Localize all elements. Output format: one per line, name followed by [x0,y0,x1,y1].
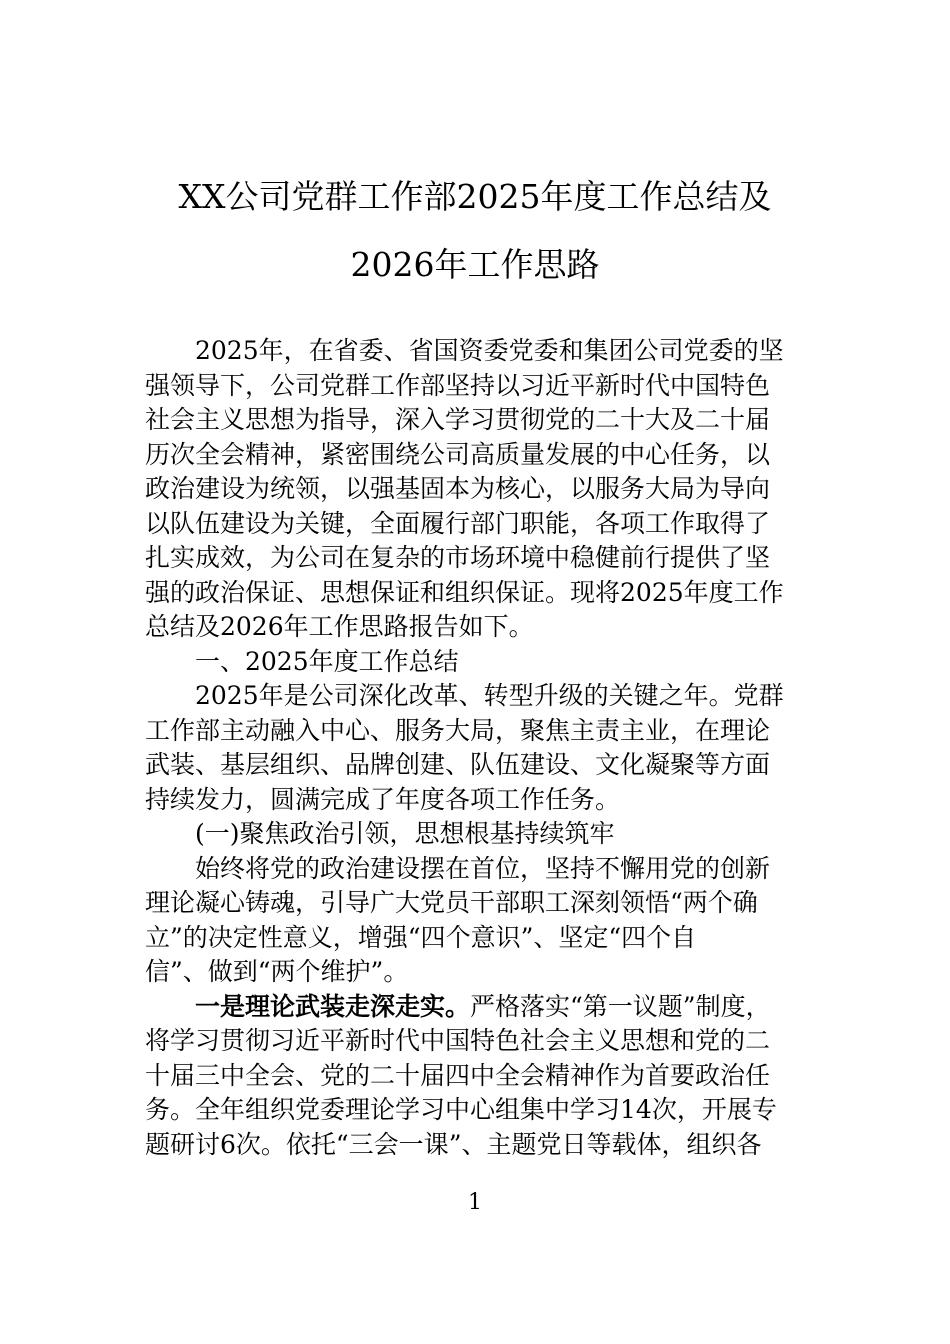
subsection-heading-1: (一)聚焦政治引领，思想根基持续筑牢 [195,819,615,848]
paragraph-theory-line-4: 务。全年组织党委理论学习中心组集中学习14次，开展专 [145,1095,777,1124]
paragraph-intro-line-3: 社会主义思想为指导，深入学习贯彻党的二十大及二十届 [145,405,771,434]
paragraph-summary-line-3: 武装、基层组织、品牌创建、队伍建设、文化凝聚等方面 [145,750,771,779]
paragraph-politics-line-1: 始终将党的政治建设摆在首位，坚持不懈用党的创新 [195,853,771,883]
section-heading-1: 一、2025年度工作总结 [195,646,459,676]
paragraph-intro-line-8: 强的政治保证、思想保证和组织保证。现将2025年度工作 [145,577,784,607]
paragraph-politics-line-2: 理论凝心铸魂，引导广大党员干部职工深刻领悟“两个确 [145,888,758,917]
paragraph-theory-line-1 [145,990,805,1025]
paragraph-theory-line-1-text: 严格落实“第一议题”制度， [470,991,771,1021]
document-body [145,334,805,1162]
document-title-line-2: 2026年工作思路 [350,245,600,284]
paragraph-theory-line-2: 将学习贯彻习近平新时代中国特色社会主义思想和党的二 [145,1026,771,1055]
paragraph-intro-line-4: 历次全会精神，紧密围绕公司高质量发展的中心任务，以 [145,439,771,469]
paragraph-intro-line-9: 总结及2026年工作思路报告如下。 [145,612,534,641]
paragraph-intro-line-5: 政治建设为统领，以强基固本为核心，以服务大局为导向 [145,474,771,503]
paragraph-summary-line-2: 工作部主动融入中心、服务大局，聚焦主责主业，在理论 [145,715,771,745]
paragraph-theory-line-3: 十届三中全会、党的二十届四中全会精神作为首要政治任 [145,1060,771,1090]
paragraph-theory-line-5: 题研讨6次。依托“三会一课”、主题党日等载体，组织各 [145,1129,762,1159]
paragraph-summary-line-4: 持续发力，圆满完成了年度各项工作任务。 [145,784,621,814]
bold-lead-text: 一是理论武装走深走实。 [195,991,471,1021]
paragraph-intro-line-1: 2025年，在省委、省国资委党委和集团公司党委的坚 [195,336,784,365]
paragraph-summary-line-1: 2025年是公司深化改革、转型升级的关键之年。党群 [195,681,784,710]
paragraph-intro-line-2: 强领导下，公司党群工作部坚持以习近平新时代中国特色 [145,370,771,400]
paragraph-intro-line-6: 以队伍建设为关键，全面履行部门职能，各项工作取得了 [145,508,771,538]
paragraph-politics-line-3: 立”的决定性意义，增强“四个意识”、坚定“四个自 [145,922,697,952]
document-title-line-1: XX公司党群工作部2025年度工作总结及 [178,177,772,216]
paragraph-intro-line-7: 扎实成效，为公司在复杂的市场环境中稳健前行提供了坚 [145,543,771,572]
page-number: 1 [468,1190,482,1215]
paragraph-politics-line-4: 信”、做到“两个维护”。 [145,957,409,986]
